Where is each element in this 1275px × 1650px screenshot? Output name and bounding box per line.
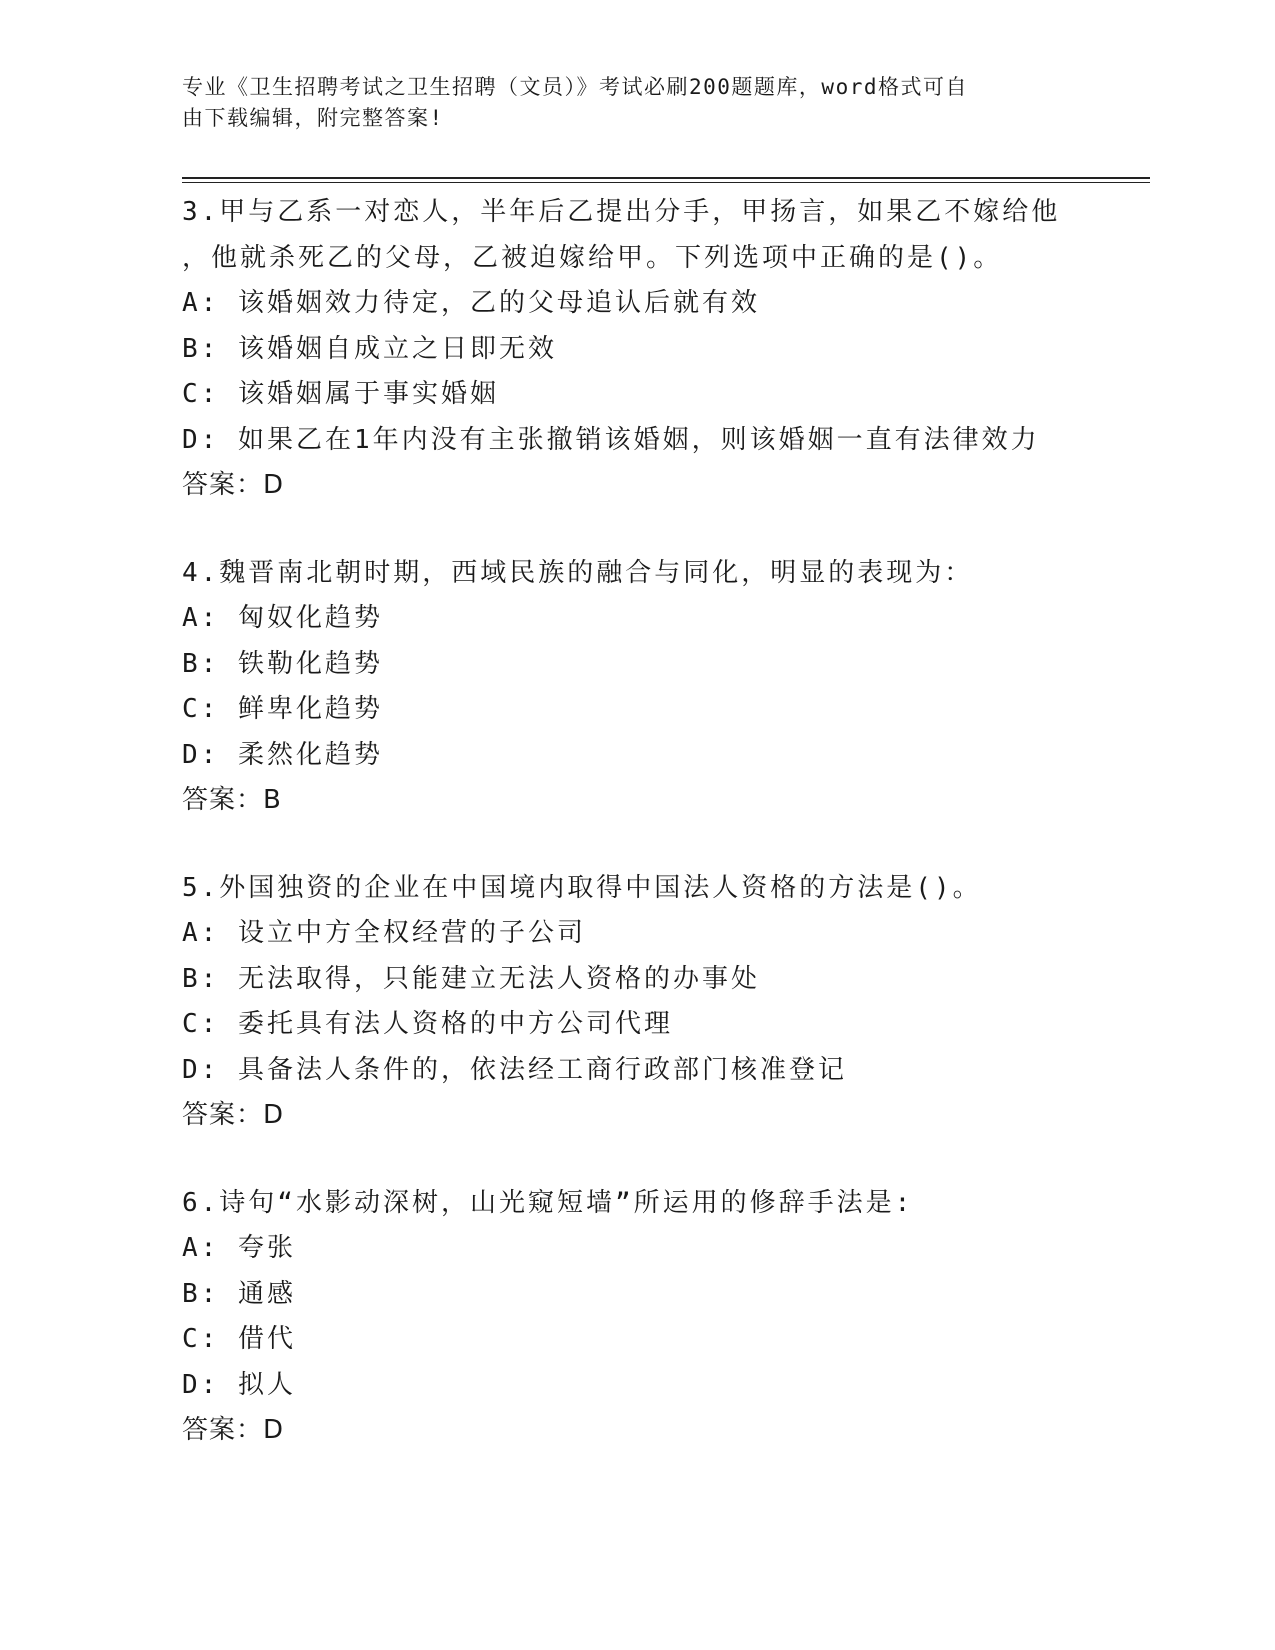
header-line-2: 由下载编辑，附完整答案! — [182, 106, 444, 130]
question-stem: 3.甲与乙系一对恋人，半年后乙提出分手，甲扬言，如果乙不嫁给他 — [182, 197, 1061, 227]
answer-label: 答案：D — [182, 1100, 285, 1130]
option-a: A: 夸张 — [182, 1233, 296, 1263]
answer-label: 答案：B — [182, 785, 282, 815]
option-d: D: 拟人 — [182, 1369, 296, 1400]
question-stem: 4.魏晋南北朝时期，西域民族的融合与同化，明显的表现为： — [182, 557, 974, 588]
question-list — [182, 190, 1142, 1496]
header-divider-thick — [182, 177, 1150, 179]
option-b: B: 无法取得，只能建立无法人资格的办事处 — [182, 963, 760, 994]
option-c: C: 委托具有法人资格的中方公司代理 — [182, 1009, 673, 1039]
document-header — [182, 72, 1062, 134]
question-stem-continued: ，他就杀死乙的父母，乙被迫嫁给甲。下列选项中正确的是()。 — [182, 242, 1003, 273]
question-6 — [182, 1181, 1142, 1454]
answer-label: 答案：D — [182, 470, 285, 500]
option-d: D: 具备法人条件的，依法经工商行政部门核准登记 — [182, 1054, 847, 1085]
question-3 — [182, 190, 1142, 509]
option-c: C: 借代 — [182, 1324, 296, 1354]
option-a: A: 设立中方全权经营的子公司 — [182, 918, 586, 948]
option-d: D: 柔然化趋势 — [182, 739, 383, 770]
option-d: D: 如果乙在1年内没有主张撤销该婚姻，则该婚姻一直有法律效力 — [182, 424, 1040, 455]
answer-label: 答案：D — [182, 1415, 285, 1445]
option-a: A: 匈奴化趋势 — [182, 603, 383, 633]
option-b: B: 通感 — [182, 1278, 296, 1309]
header-line-1: 专业《卫生招聘考试之卫生招聘（文员）》考试必刷200题题库，word格式可自 — [182, 75, 968, 99]
question-stem: 6.诗句“水影动深树，山光窥短墙”所运用的修辞手法是: — [182, 1187, 914, 1218]
question-stem: 5.外国独资的企业在中国境内取得中国法人资格的方法是()。 — [182, 872, 982, 903]
option-b: B: 该婚姻自成立之日即无效 — [182, 333, 557, 364]
option-c: C: 该婚姻属于事实婚姻 — [182, 379, 499, 409]
option-b: B: 铁勒化趋势 — [182, 648, 383, 679]
header-divider-thin — [182, 182, 1150, 183]
option-a: A: 该婚姻效力待定，乙的父母追认后就有效 — [182, 288, 760, 318]
question-4 — [182, 551, 1142, 824]
option-c: C: 鲜卑化趋势 — [182, 694, 383, 724]
question-5 — [182, 866, 1142, 1139]
